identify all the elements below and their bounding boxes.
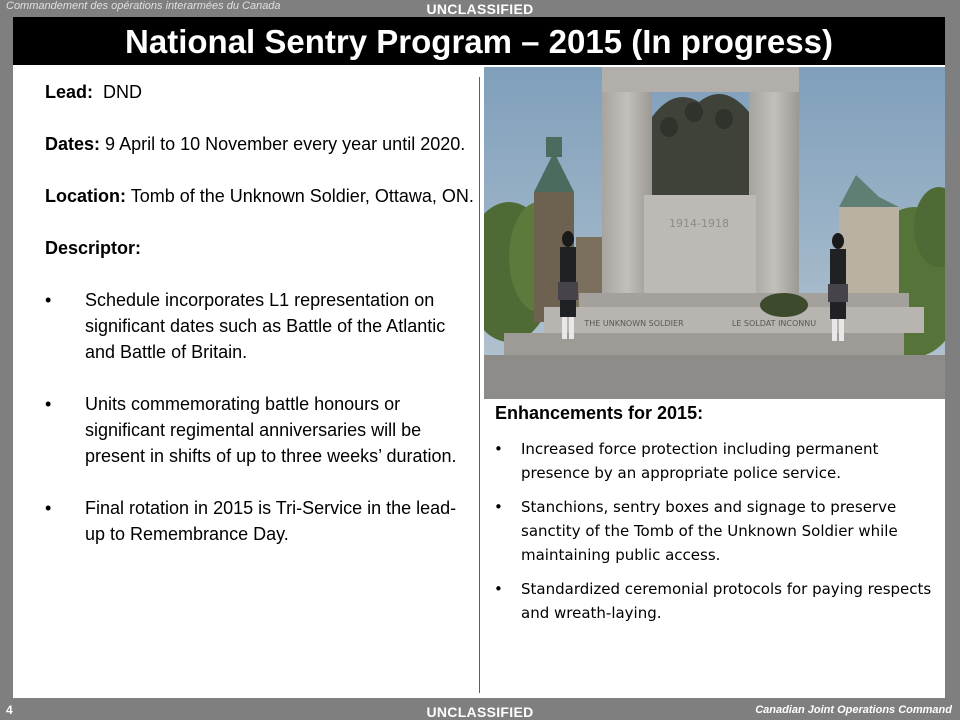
lead-value: DND [103, 82, 143, 102]
slide-title: National Sentry Program – 2015 (In progress) [125, 23, 833, 60]
list-item: • Final rotation in 2015 is Tri-Service in the lead-up to Remembrance Day. [45, 495, 475, 547]
inscription-french: LE SOLDAT INCONNU [731, 319, 817, 328]
lead-label: Lead: [45, 82, 94, 102]
location-label: Location: [45, 186, 126, 206]
descriptor-heading [45, 235, 475, 261]
dates-line [45, 131, 475, 157]
dates-label: Dates: [45, 134, 101, 154]
lead-line [45, 79, 475, 105]
classification-bottom: UNCLASSIFIED [426, 704, 534, 720]
monument-dates: 1914-1918 [669, 217, 729, 230]
location-value: Tomb of the Unknown Soldier, Ottawa, ON. [130, 186, 474, 206]
org-name-english: Canadian Joint Operations Command [755, 704, 952, 716]
title-bar [13, 17, 945, 65]
slide-body [13, 65, 945, 698]
column-divider [479, 77, 480, 693]
list-item: • Increased force protection including permanent presence by an appropriate police service. [494, 437, 934, 485]
inscription-english: THE UNKNOWN SOLDIER [584, 319, 684, 328]
enhancements-heading: Enhancements for 2015: [495, 403, 704, 423]
location-line [45, 183, 475, 209]
descriptor-label: Descriptor: [45, 238, 142, 258]
list-item: • Units commemorating battle honours or significant regimental anniversaries will be present in shifts of up to three weeks’ duration. [45, 391, 475, 469]
list-item: • Schedule incorporates L1 representation on significant dates such as Battle of the Atlantic and Battle of Britain. [45, 287, 475, 365]
enhancements-list [494, 437, 934, 635]
list-item: • Standardized ceremonial protocols for paying respects and wreath-laying. [494, 577, 934, 625]
classification-top: UNCLASSIFIED [426, 1, 534, 17]
org-name-french: Commandement des opérations interarmées du Canada [6, 0, 281, 12]
descriptor-list [45, 287, 475, 547]
list-item: • Stanchions, sentry boxes and signage to preserve sanctity of the Tomb of the Unknown Soldier while maintaining public access. [494, 495, 934, 567]
left-column [45, 79, 475, 573]
page-number: 4 [6, 703, 13, 717]
war-memorial-photo [484, 67, 945, 399]
dates-value: 9 April to 10 November every year until 2020. [105, 134, 466, 154]
